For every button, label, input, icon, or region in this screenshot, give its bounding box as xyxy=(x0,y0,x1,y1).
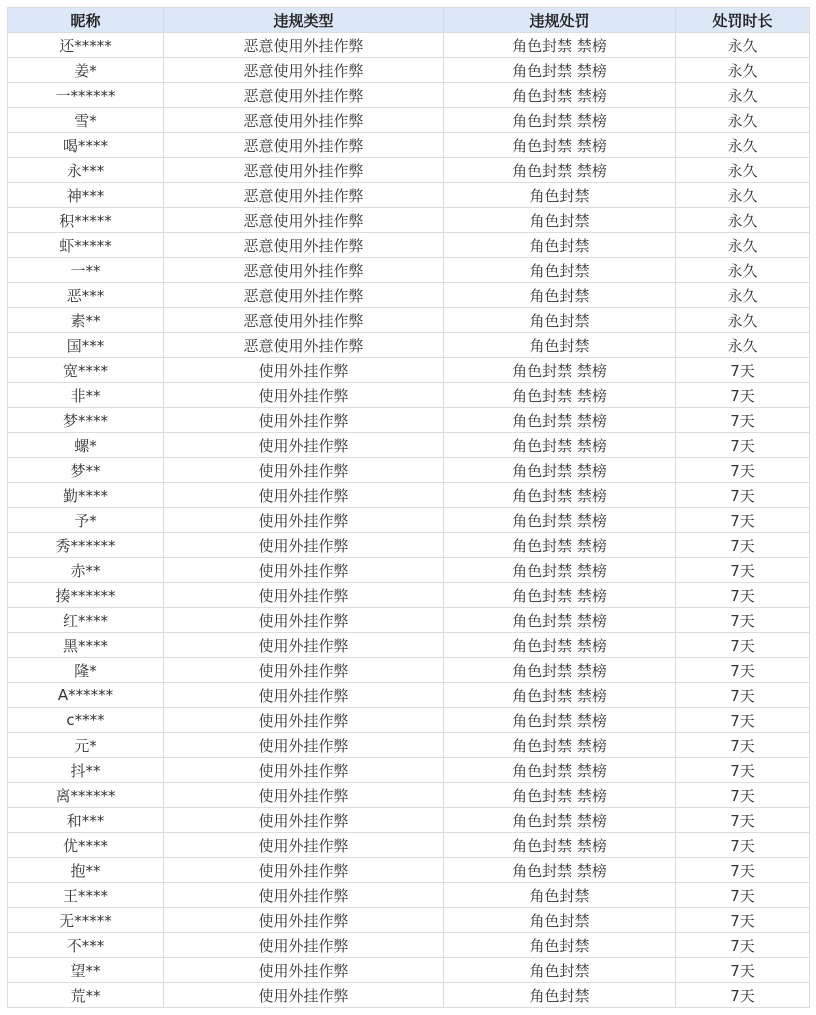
table-row xyxy=(8,208,810,233)
cell-nickname: 望** xyxy=(8,958,164,983)
cell-duration: 永久 xyxy=(676,183,810,208)
cell-violation-type: 恶意使用外挂作弊 xyxy=(164,33,444,58)
cell-nickname: 秀****** xyxy=(8,533,164,558)
cell-violation-type: 使用外挂作弊 xyxy=(164,608,444,633)
cell-violation-type: 使用外挂作弊 xyxy=(164,933,444,958)
cell-violation-type: 使用外挂作弊 xyxy=(164,458,444,483)
cell-violation-type: 恶意使用外挂作弊 xyxy=(164,333,444,358)
cell-nickname: 和*** xyxy=(8,808,164,833)
cell-duration: 永久 xyxy=(676,158,810,183)
cell-nickname: 无***** xyxy=(8,908,164,933)
cell-violation-type: 使用外挂作弊 xyxy=(164,508,444,533)
table-row xyxy=(8,933,810,958)
cell-duration: 7天 xyxy=(676,558,810,583)
cell-penalty: 角色封禁 xyxy=(444,283,676,308)
cell-violation-type: 使用外挂作弊 xyxy=(164,883,444,908)
cell-violation-type: 使用外挂作弊 xyxy=(164,983,444,1008)
cell-duration: 永久 xyxy=(676,333,810,358)
cell-violation-type: 恶意使用外挂作弊 xyxy=(164,208,444,233)
cell-violation-type: 恶意使用外挂作弊 xyxy=(164,258,444,283)
cell-duration: 7天 xyxy=(676,358,810,383)
cell-violation-type: 恶意使用外挂作弊 xyxy=(164,283,444,308)
cell-penalty: 角色封禁 禁榜 xyxy=(444,383,676,408)
cell-nickname: 隆* xyxy=(8,658,164,683)
cell-penalty: 角色封禁 禁榜 xyxy=(444,633,676,658)
table-row xyxy=(8,883,810,908)
cell-violation-type: 使用外挂作弊 xyxy=(164,533,444,558)
cell-duration: 7天 xyxy=(676,633,810,658)
cell-nickname: 不*** xyxy=(8,933,164,958)
cell-penalty: 角色封禁 禁榜 xyxy=(444,83,676,108)
table-row xyxy=(8,308,810,333)
table-row xyxy=(8,33,810,58)
cell-penalty: 角色封禁 禁榜 xyxy=(444,683,676,708)
cell-violation-type: 使用外挂作弊 xyxy=(164,583,444,608)
table-row xyxy=(8,408,810,433)
cell-penalty: 角色封禁 禁榜 xyxy=(444,458,676,483)
cell-nickname: 一****** xyxy=(8,83,164,108)
cell-duration: 7天 xyxy=(676,458,810,483)
cell-nickname: 梦** xyxy=(8,458,164,483)
cell-duration: 7天 xyxy=(676,708,810,733)
table-row xyxy=(8,133,810,158)
table-row xyxy=(8,833,810,858)
cell-violation-type: 使用外挂作弊 xyxy=(164,758,444,783)
cell-duration: 7天 xyxy=(676,958,810,983)
cell-penalty: 角色封禁 xyxy=(444,333,676,358)
table-row xyxy=(8,108,810,133)
table-row xyxy=(8,358,810,383)
cell-violation-type: 使用外挂作弊 xyxy=(164,383,444,408)
cell-penalty: 角色封禁 禁榜 xyxy=(444,133,676,158)
cell-nickname: A****** xyxy=(8,683,164,708)
table-row xyxy=(8,658,810,683)
table-row xyxy=(8,733,810,758)
table-row xyxy=(8,533,810,558)
cell-duration: 7天 xyxy=(676,483,810,508)
cell-nickname: 梦**** xyxy=(8,408,164,433)
cell-violation-type: 使用外挂作弊 xyxy=(164,958,444,983)
cell-nickname: 积***** xyxy=(8,208,164,233)
cell-nickname: 揍****** xyxy=(8,583,164,608)
cell-nickname: 永*** xyxy=(8,158,164,183)
cell-penalty: 角色封禁 禁榜 xyxy=(444,433,676,458)
table-row xyxy=(8,858,810,883)
cell-violation-type: 使用外挂作弊 xyxy=(164,658,444,683)
cell-violation-type: 恶意使用外挂作弊 xyxy=(164,58,444,83)
cell-duration: 7天 xyxy=(676,883,810,908)
table-row xyxy=(8,333,810,358)
cell-duration: 7天 xyxy=(676,508,810,533)
table-row xyxy=(8,958,810,983)
cell-nickname: 王**** xyxy=(8,883,164,908)
cell-duration: 永久 xyxy=(676,233,810,258)
cell-penalty: 角色封禁 禁榜 xyxy=(444,658,676,683)
cell-duration: 7天 xyxy=(676,908,810,933)
cell-duration: 永久 xyxy=(676,108,810,133)
table-row xyxy=(8,83,810,108)
header-row xyxy=(8,8,810,33)
cell-duration: 永久 xyxy=(676,258,810,283)
cell-violation-type: 使用外挂作弊 xyxy=(164,483,444,508)
cell-violation-type: 使用外挂作弊 xyxy=(164,708,444,733)
header-duration: 处罚时长 xyxy=(676,8,810,33)
cell-violation-type: 使用外挂作弊 xyxy=(164,908,444,933)
table-row xyxy=(8,908,810,933)
table-row xyxy=(8,433,810,458)
cell-duration: 7天 xyxy=(676,408,810,433)
table-row xyxy=(8,633,810,658)
cell-penalty: 角色封禁 xyxy=(444,933,676,958)
cell-penalty: 角色封禁 xyxy=(444,258,676,283)
cell-duration: 7天 xyxy=(676,858,810,883)
cell-nickname: 红**** xyxy=(8,608,164,633)
cell-penalty: 角色封禁 禁榜 xyxy=(444,783,676,808)
table-row xyxy=(8,783,810,808)
cell-penalty: 角色封禁 禁榜 xyxy=(444,808,676,833)
table-row xyxy=(8,983,810,1008)
cell-violation-type: 使用外挂作弊 xyxy=(164,783,444,808)
cell-nickname: 元* xyxy=(8,733,164,758)
table-row xyxy=(8,383,810,408)
table-row xyxy=(8,258,810,283)
table-row xyxy=(8,283,810,308)
cell-violation-type: 使用外挂作弊 xyxy=(164,633,444,658)
cell-violation-type: 恶意使用外挂作弊 xyxy=(164,133,444,158)
cell-nickname: 优**** xyxy=(8,833,164,858)
cell-penalty: 角色封禁 禁榜 xyxy=(444,33,676,58)
cell-penalty: 角色封禁 xyxy=(444,308,676,333)
cell-violation-type: 使用外挂作弊 xyxy=(164,808,444,833)
cell-penalty: 角色封禁 禁榜 xyxy=(444,58,676,83)
cell-violation-type: 使用外挂作弊 xyxy=(164,733,444,758)
cell-duration: 永久 xyxy=(676,283,810,308)
cell-nickname: 还***** xyxy=(8,33,164,58)
cell-penalty: 角色封禁 xyxy=(444,233,676,258)
cell-duration: 7天 xyxy=(676,608,810,633)
cell-nickname: 神*** xyxy=(8,183,164,208)
cell-penalty: 角色封禁 禁榜 xyxy=(444,708,676,733)
cell-duration: 永久 xyxy=(676,208,810,233)
cell-nickname: 螺* xyxy=(8,433,164,458)
header-violation-type: 违规类型 xyxy=(164,8,444,33)
table-row xyxy=(8,583,810,608)
cell-penalty: 角色封禁 禁榜 xyxy=(444,758,676,783)
cell-duration: 7天 xyxy=(676,383,810,408)
cell-penalty: 角色封禁 禁榜 xyxy=(444,833,676,858)
cell-penalty: 角色封禁 禁榜 xyxy=(444,608,676,633)
cell-nickname: 恶*** xyxy=(8,283,164,308)
cell-penalty: 角色封禁 禁榜 xyxy=(444,733,676,758)
table-row xyxy=(8,683,810,708)
cell-violation-type: 使用外挂作弊 xyxy=(164,858,444,883)
cell-nickname: 一** xyxy=(8,258,164,283)
cell-nickname: 姜* xyxy=(8,58,164,83)
cell-violation-type: 使用外挂作弊 xyxy=(164,358,444,383)
cell-duration: 7天 xyxy=(676,733,810,758)
cell-nickname: 荒** xyxy=(8,983,164,1008)
cell-duration: 7天 xyxy=(676,658,810,683)
cell-duration: 永久 xyxy=(676,83,810,108)
cell-nickname: 宽**** xyxy=(8,358,164,383)
cell-penalty: 角色封禁 xyxy=(444,183,676,208)
cell-penalty: 角色封禁 xyxy=(444,908,676,933)
cell-violation-type: 使用外挂作弊 xyxy=(164,558,444,583)
cell-nickname: 勤**** xyxy=(8,483,164,508)
cell-nickname: 黑**** xyxy=(8,633,164,658)
cell-nickname: 非** xyxy=(8,383,164,408)
header-penalty: 违规处罚 xyxy=(444,8,676,33)
table-row xyxy=(8,758,810,783)
cell-penalty: 角色封禁 禁榜 xyxy=(444,108,676,133)
table-row xyxy=(8,508,810,533)
cell-nickname: 抖** xyxy=(8,758,164,783)
cell-nickname: 雪* xyxy=(8,108,164,133)
cell-violation-type: 使用外挂作弊 xyxy=(164,433,444,458)
cell-penalty: 角色封禁 禁榜 xyxy=(444,858,676,883)
table-header xyxy=(8,8,810,33)
cell-violation-type: 使用外挂作弊 xyxy=(164,833,444,858)
table-row xyxy=(8,483,810,508)
cell-penalty: 角色封禁 禁榜 xyxy=(444,358,676,383)
cell-duration: 7天 xyxy=(676,683,810,708)
table-row xyxy=(8,158,810,183)
cell-nickname: 离****** xyxy=(8,783,164,808)
cell-violation-type: 恶意使用外挂作弊 xyxy=(164,158,444,183)
cell-duration: 7天 xyxy=(676,583,810,608)
cell-penalty: 角色封禁 禁榜 xyxy=(444,158,676,183)
header-nickname: 昵称 xyxy=(8,8,164,33)
cell-violation-type: 使用外挂作弊 xyxy=(164,683,444,708)
cell-nickname: 虾***** xyxy=(8,233,164,258)
cell-penalty: 角色封禁 禁榜 xyxy=(444,583,676,608)
table-row xyxy=(8,808,810,833)
cell-penalty: 角色封禁 xyxy=(444,208,676,233)
table-row xyxy=(8,558,810,583)
table-row xyxy=(8,233,810,258)
cell-duration: 永久 xyxy=(676,58,810,83)
cell-duration: 7天 xyxy=(676,433,810,458)
cell-duration: 7天 xyxy=(676,758,810,783)
cell-duration: 7天 xyxy=(676,833,810,858)
cell-duration: 7天 xyxy=(676,533,810,558)
cell-duration: 永久 xyxy=(676,308,810,333)
cell-penalty: 角色封禁 禁榜 xyxy=(444,533,676,558)
cell-penalty: 角色封禁 xyxy=(444,883,676,908)
table-row xyxy=(8,458,810,483)
table-row xyxy=(8,183,810,208)
cell-duration: 永久 xyxy=(676,33,810,58)
table-body xyxy=(8,33,810,1008)
cell-penalty: 角色封禁 禁榜 xyxy=(444,508,676,533)
cell-violation-type: 恶意使用外挂作弊 xyxy=(164,108,444,133)
cell-violation-type: 恶意使用外挂作弊 xyxy=(164,83,444,108)
table-row xyxy=(8,58,810,83)
cell-nickname: 国*** xyxy=(8,333,164,358)
cell-nickname: 素** xyxy=(8,308,164,333)
cell-penalty: 角色封禁 禁榜 xyxy=(444,558,676,583)
cell-nickname: 喝**** xyxy=(8,133,164,158)
cell-violation-type: 恶意使用外挂作弊 xyxy=(164,183,444,208)
cell-violation-type: 恶意使用外挂作弊 xyxy=(164,233,444,258)
cell-penalty: 角色封禁 xyxy=(444,983,676,1008)
cell-duration: 永久 xyxy=(676,133,810,158)
table-row xyxy=(8,708,810,733)
cell-nickname: c**** xyxy=(8,708,164,733)
cell-nickname: 赤** xyxy=(8,558,164,583)
cell-penalty: 角色封禁 禁榜 xyxy=(444,483,676,508)
cell-violation-type: 恶意使用外挂作弊 xyxy=(164,308,444,333)
cell-violation-type: 使用外挂作弊 xyxy=(164,408,444,433)
cell-duration: 7天 xyxy=(676,808,810,833)
cell-penalty: 角色封禁 禁榜 xyxy=(444,408,676,433)
cell-penalty: 角色封禁 xyxy=(444,958,676,983)
cell-duration: 7天 xyxy=(676,933,810,958)
cell-nickname: 予* xyxy=(8,508,164,533)
table-row xyxy=(8,608,810,633)
cell-nickname: 抱** xyxy=(8,858,164,883)
cell-duration: 7天 xyxy=(676,783,810,808)
penalty-table xyxy=(7,7,810,1008)
cell-duration: 7天 xyxy=(676,983,810,1008)
penalty-table-container xyxy=(7,7,809,1008)
